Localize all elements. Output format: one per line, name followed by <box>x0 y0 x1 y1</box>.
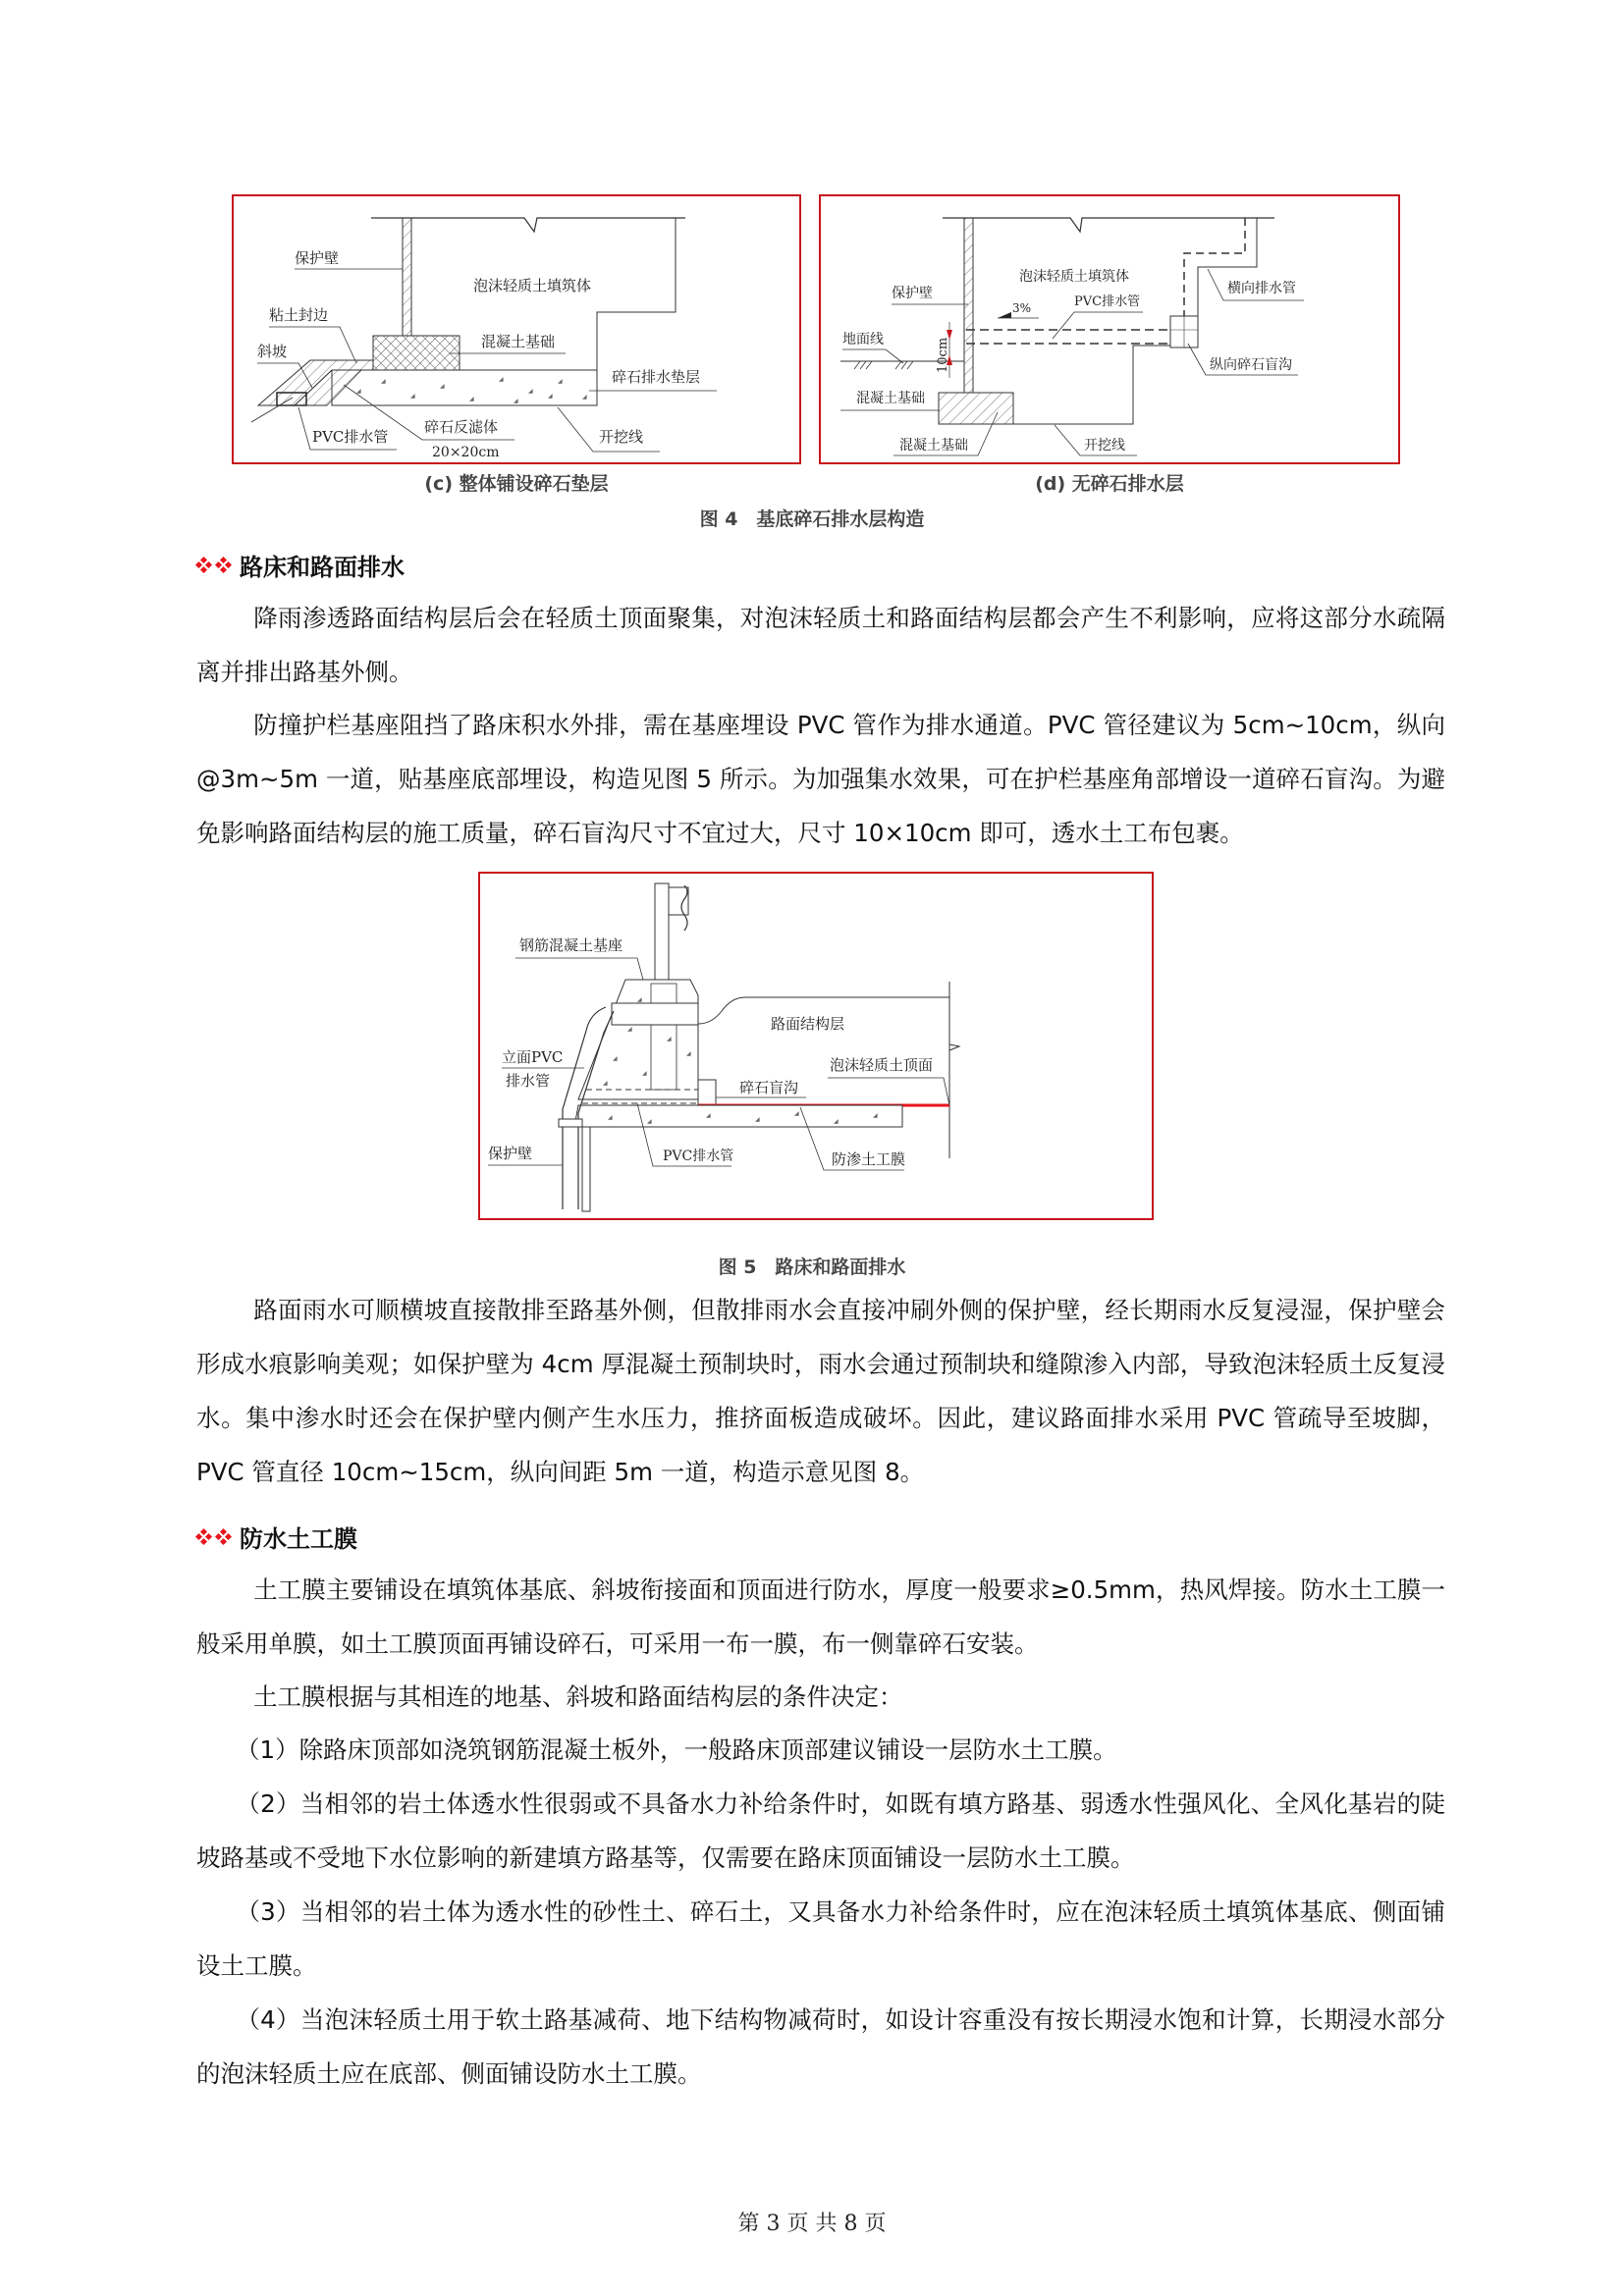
label-height: 10cm <box>936 337 950 373</box>
figure-4c-diagram <box>234 196 799 462</box>
label-wall: 保护壁 <box>488 1145 533 1162</box>
label-blind-ditch: 碎石盲沟 <box>739 1079 799 1096</box>
svg-text:◢: ◢ <box>548 393 553 400</box>
paragraph <box>196 1885 1445 1993</box>
paragraph <box>196 1723 1445 1777</box>
svg-text:◢: ◢ <box>627 1026 632 1033</box>
svg-text:◢: ◢ <box>834 1118 839 1125</box>
label-foundation: 混凝土基础 <box>481 333 556 350</box>
paragraph-text: 降雨渗透路面结构层后会在轻质土顶面聚集，对泡沫轻质土和路面结构层都会产生不利影响，应将这部分水疏隔离并排出路基外侧。 <box>196 604 1445 686</box>
paragraph-text: （2）当相邻的岩土体透水性很弱或不具备水力补给条件时，如既有填方路基、弱透水性强风化、全风化基岩的陡坡路基或不受地下水位影响的新建填方路基等，仅需要在路床顶面铺设一层防水土工膜。 <box>196 1789 1445 1872</box>
label-foundation-2: 混凝土基础 <box>899 438 968 454</box>
paragraph <box>196 698 1445 860</box>
label-base: 钢筋混凝土基座 <box>519 936 623 954</box>
label-wall: 保护壁 <box>892 286 933 301</box>
section-heading-roadbed-drainage <box>196 548 405 582</box>
label-ground: 地面线 <box>842 332 884 347</box>
svg-text:◢: ◢ <box>356 388 361 395</box>
figure-5-frame <box>478 872 1154 1220</box>
figure-5-diagram <box>480 874 1152 1218</box>
label-pvc: PVC排水管 <box>1074 294 1141 309</box>
svg-text:◢: ◢ <box>667 1036 672 1042</box>
svg-text:◢: ◢ <box>603 1080 608 1087</box>
label-membrane: 防渗土工膜 <box>832 1150 906 1168</box>
label-vertical-pvc-2: 排水管 <box>506 1072 551 1090</box>
paragraph <box>196 1777 1445 1885</box>
svg-text:◢: ◢ <box>469 396 474 402</box>
label-pvc: PVC排水管 <box>663 1148 734 1164</box>
figure-4d-frame <box>819 194 1400 464</box>
label-excavation: 开挖线 <box>1084 438 1125 454</box>
svg-text:◢: ◢ <box>642 1070 647 1077</box>
bullet-diamonds-icon <box>196 1529 236 1545</box>
paragraph-text: 土工膜主要铺设在填筑体基底、斜坡衔接面和顶面进行防水，厚度一般要求≥0.5mm，热风焊接。防水土工膜一般采用单膜，如土工膜顶面再铺设碎石，可采用一布一膜，布一侧靠碎石安装。 <box>196 1575 1445 1658</box>
section-heading-text: 路床和路面排水 <box>240 554 405 581</box>
svg-text:◢: ◢ <box>528 388 533 395</box>
figure-4c-caption: (c) 整体铺设碎石垫层 <box>424 473 609 495</box>
label-fill: 泡沫轻质土填筑体 <box>473 277 592 294</box>
label-longitudinal-drain: 纵向碎石盲沟 <box>1210 357 1292 373</box>
svg-text:◢: ◢ <box>686 1050 691 1057</box>
page-footer: 第 3 页 共 8 页 <box>737 2212 887 2236</box>
label-wall: 保护壁 <box>295 249 340 267</box>
svg-text:◢: ◢ <box>613 1055 618 1062</box>
paragraph-text: （1）除路床顶部如浇筑钢筋混凝土板外，一般路床顶部建议铺设一层防水土工膜。 <box>236 1735 1117 1764</box>
svg-text:◢: ◢ <box>582 394 587 400</box>
paragraph <box>196 1670 1445 1724</box>
svg-text:◢: ◢ <box>608 1114 613 1121</box>
label-filter: 碎石反滤体 <box>424 418 499 436</box>
figure-4-caption: 图 4 基底碎石排水层构造 <box>699 508 925 530</box>
label-gravel-layer: 碎石排水垫层 <box>612 368 701 386</box>
svg-text:◢: ◢ <box>499 376 504 383</box>
figure-4d-caption: (d) 无碎石排水层 <box>1035 473 1184 495</box>
label-foundation-1: 混凝土基础 <box>856 391 925 406</box>
label-pvc: PVC排水管 <box>312 428 389 446</box>
bullet-diamonds-icon <box>196 558 236 573</box>
svg-text:◢: ◢ <box>637 996 642 1003</box>
svg-text:◢: ◢ <box>755 1116 760 1123</box>
svg-text:◢: ◢ <box>410 393 415 400</box>
label-slope-pct: 3% <box>1012 301 1032 315</box>
paragraph <box>196 1563 1445 1671</box>
svg-text:◢: ◢ <box>440 383 445 390</box>
label-vertical-pvc-1: 立面PVC <box>502 1048 564 1066</box>
paragraph <box>196 1283 1445 1499</box>
paragraph <box>196 591 1445 699</box>
paragraph-text: 防撞护栏基座阻挡了路床积水外排，需在基座埋设 PVC 管作为排水通道。PVC 管径建议为 5cm~10cm，纵向@3m~5m 一道，贴基座底部埋设，构造见图 5 所示。为加强集水效果，可在护栏基座角部增设一道碎石盲沟。为避免影响路面结构层的施工质量，碎石盲沟尺寸不宜过大，尺寸 10×10cm 即可，透水土工布包裹。 <box>196 711 1445 847</box>
svg-text:◢: ◢ <box>706 1112 711 1119</box>
label-slope: 斜坡 <box>257 343 288 360</box>
figure-4c-frame <box>232 194 801 464</box>
label-filter-size: 20×20cm <box>432 445 500 460</box>
svg-text:◢: ◢ <box>558 378 563 385</box>
label-pavement: 路面结构层 <box>771 1015 845 1033</box>
paragraph-text: （3）当相邻的岩土体为透水性的砂性土、碎石土，又具备水力补给条件时，应在泡沫轻质土填筑体基底、侧面铺设土工膜。 <box>196 1897 1445 1980</box>
figure-5-caption: 图 5 路床和路面排水 <box>718 1256 906 1278</box>
paragraph <box>196 1993 1445 2101</box>
label-clay: 粘土封边 <box>269 306 329 324</box>
label-transverse-pipe: 横向排水管 <box>1227 281 1296 296</box>
svg-text:◢: ◢ <box>381 378 386 385</box>
paragraph-text: （4）当泡沫轻质土用于软土路基减荷、地下结构物减荷时，如设计容重没有按长期浸水饱和计算，长期浸水部分的泡沫轻质土应在底部、侧面铺设防水土工膜。 <box>196 2005 1445 2088</box>
label-foam-top: 泡沫轻质土顶面 <box>830 1056 934 1074</box>
label-excavation: 开挖线 <box>599 428 644 446</box>
svg-text:◢: ◢ <box>647 1118 652 1125</box>
svg-text:◢: ◢ <box>873 1112 878 1119</box>
section-heading-waterproof-membrane <box>196 1520 357 1554</box>
label-fill: 泡沫轻质土填筑体 <box>1019 269 1129 285</box>
paragraph-text: 路面雨水可顺横坡直接散排至路基外侧，但散排雨水会直接冲刷外侧的保护壁，经长期雨水反复浸湿，保护壁会形成水痕影响美观；如保护壁为 4cm 厚混凝土预制块时，雨水会通过预制块和缝隙渗入内部，导致泡沫轻质土反复浸水。集中渗水时还会在保护壁内侧产生水压力，推挤面板造成破坏。因此，建议路面排水采用 PVC 管疏导至坡脚，PVC 管直径 10cm~15cm，纵向间距 5m 一道，构造示意见图 8。 <box>196 1296 1445 1486</box>
svg-text:◢: ◢ <box>794 1110 799 1117</box>
figure-4d-diagram <box>821 196 1398 462</box>
paragraph-text: 土工膜根据与其相连的地基、斜坡和路面结构层的条件决定： <box>253 1682 903 1711</box>
svg-text:◢: ◢ <box>514 398 518 404</box>
section-heading-text: 防水土工膜 <box>240 1525 357 1553</box>
